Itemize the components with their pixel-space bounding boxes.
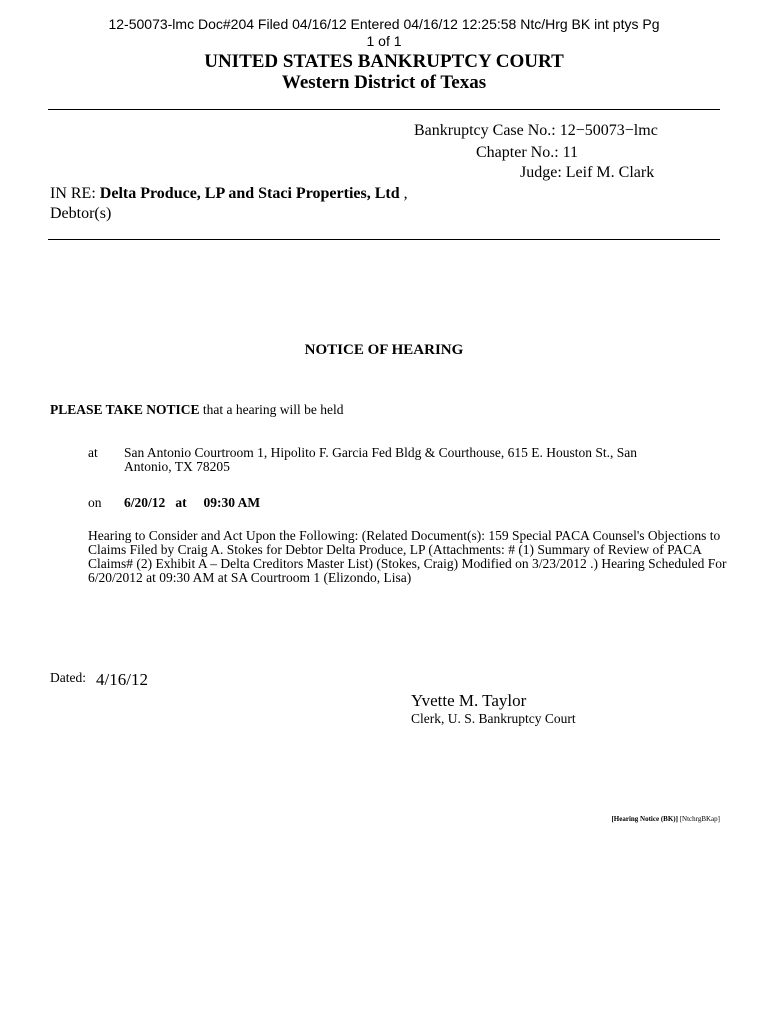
form-code (611, 815, 720, 824)
clerk-name: Yvette M. Taylor (411, 691, 527, 710)
court-name: UNITED STATES BANKRUPTCY COURT (204, 51, 564, 72)
clerk-title: Clerk, U. S. Bankruptcy Court (411, 711, 576, 726)
judge-name: Judge: Leif M. Clark (520, 164, 655, 181)
in-re-prefix: IN RE: (50, 185, 100, 202)
dated-label: Dated: (50, 670, 86, 685)
chapter-number: Chapter No.: 11 (476, 144, 579, 161)
caption-divider (48, 239, 720, 240)
case-number: Bankruptcy Case No.: 12−50073−lmc (414, 122, 658, 139)
in-re-caption (50, 184, 410, 224)
on-label: on (88, 495, 102, 510)
header-divider (48, 109, 720, 110)
notice-title: NOTICE OF HEARING (304, 342, 464, 358)
take-notice-line (50, 402, 344, 418)
debtor-suffix: , Debtor(s) (50, 185, 408, 222)
hearing-description: Hearing to Consider and Act Upon the Following: (Related Document(s): 159 Special PACA Counsel's Objections to Claims Filed by Craig A. Stokes for Debtor Delta Produce, LP (Attachments: # (1) Summary of Review of PACA Claims# (2) Exhibit A – Delta Creditors Master List) (Stokes, Craig) Modified on 3/23/2012 .) Hearing Scheduled For 6/20/2012 at 09:30 AM at SA Courtroom 1 (Elizondo, Lisa) (88, 528, 727, 585)
court-district: Western District of Texas (281, 72, 487, 93)
at-label: at (88, 445, 98, 460)
dated-value: 4/16/12 (96, 670, 148, 689)
hearing-location: San Antonio Courtroom 1, Hipolito F. Garcia Fed Bldg & Courthouse, 615 E. Houston St., San Antonio, TX 78205 (124, 445, 638, 474)
filing-stamp-line2: 1 of 1 (366, 33, 402, 49)
filing-stamp-line1: 12-50073-lmc Doc#204 Filed 04/16/12 Entered 04/16/12 12:25:58 Ntc/Hrg BK int ptys Pg (108, 16, 660, 32)
filing-stamp (0, 16, 768, 50)
form-id: [NtchrgBKap] (677, 815, 720, 823)
form-name: [Hearing Notice (BK)] (611, 815, 678, 823)
hearing-datetime: 6/20/12 at 09:30 AM (124, 495, 261, 510)
take-notice-text: that a hearing will be held (199, 402, 344, 417)
take-notice-bold: PLEASE TAKE NOTICE (50, 402, 200, 417)
debtor-name: Delta Produce, LP and Staci Properties, Ltd (99, 185, 400, 202)
